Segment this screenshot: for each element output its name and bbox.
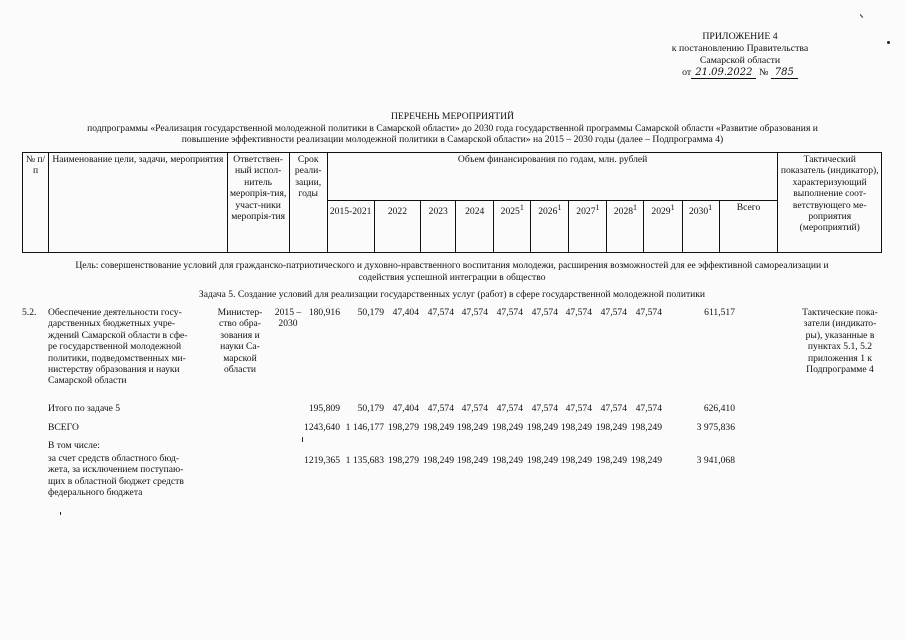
activity-value: 611,517 [704,307,735,318]
activity-value: 47,574 [427,307,454,318]
year-col-5: 2025$^1$ [494,201,531,253]
goal-line-1: Цель: совершенствование условий для гражданско-патриотического и духовно-нравственного воспитания молодежи, расширения возможностей для ее эффективной самореализации и [75,260,829,271]
document-subtitle-2: повышение эффективности реализации молодежной политики в Самарской области» на 2015 – 2030 годы (далее – Подпрограмма 4) [181,134,724,145]
total-all-value: 3 975,836 [696,422,735,433]
year-col-3: 2023 [421,201,456,253]
total-all-label: ВСЕГО [48,422,79,433]
activity-term: 2015 – 2030 [274,307,302,330]
total-all-value: 198,249 [456,422,488,433]
total-all-value: 198,279 [387,422,419,433]
total-all-value: 198,249 [595,422,627,433]
total-task-value: 195,809 [308,403,340,414]
year-col-4: 2024 [456,201,494,253]
header-table [22,152,882,253]
scan-speck [302,437,303,442]
total-all-value: 198,249 [560,422,592,433]
activity-value: 47,404 [392,307,419,318]
year-col-total: Всего [719,201,778,253]
activity-num: 5.2. [22,307,37,318]
total-task-value: 50,179 [357,403,384,414]
date-prefix: от [682,67,692,78]
header-num: № п/п [23,153,49,253]
appendix-date-line [590,67,890,79]
regional-value: 198,249 [595,455,627,466]
total-task-value: 47,574 [635,403,662,414]
scan-speck [860,14,863,18]
header-responsible: Ответствен-ный испол-нитель меропрія-тия, участ-ники меропрія-тия [227,153,289,253]
regional-value: 198,249 [491,455,523,466]
activity-responsible: Министер- ство обра- зования и науки Са- марской области [217,307,263,376]
regional-value: 198,249 [456,455,488,466]
document-subtitle-1: подпрограммы «Реализация государственной молодежной политики в Самарской области» до 2030 года государственной программы Самарской области «Развитие образования и [87,123,818,134]
regional-value: 1 135,683 [345,455,384,466]
year-col-10: 2030$^1$ [682,201,719,253]
regional-value: 198,249 [630,455,662,466]
total-all-value: 1 146,177 [345,422,384,433]
task-heading: Задача 5. Создание условий для реализации государственных услуг (работ) в сфере государственной молодежной политики [198,289,706,300]
total-task-value: 47,574 [600,403,627,414]
handwritten-number: 785 [771,67,798,79]
appendix-block [590,31,890,79]
year-col-7: 2027$^1$ [569,201,607,253]
activity-value: 47,574 [565,307,592,318]
total-all-value: 198,249 [630,422,662,433]
regional-value: 198,249 [526,455,558,466]
regional-label: за счет средств областного бюд- жета, за исключением поступаю- щих в областной бюджет средств федерального бюджета [48,453,184,499]
activity-value: 180,916 [308,307,340,318]
activity-value: 47,574 [461,307,488,318]
regional-value: 198,279 [387,455,419,466]
activity-value: 47,574 [635,307,662,318]
total-task-value: 626,410 [703,403,735,414]
handwritten-date: 21.09.2022 [691,67,756,79]
activity-value: 47,574 [600,307,627,318]
total-task-value: 47,404 [392,403,419,414]
total-task-value: 47,574 [531,403,558,414]
year-col-8: 2028$^1$ [607,201,644,253]
total-task-value: 47,574 [461,403,488,414]
total-task-value: 47,574 [427,403,454,414]
year-col-6: 2026$^1$ [531,201,569,253]
total-task-value: 47,574 [565,403,592,414]
appendix-title: ПРИЛОЖЕНИЕ 4 [702,31,778,42]
year-col-9: 2029$^1$ [644,201,682,253]
activity-value: 47,574 [531,307,558,318]
number-prefix: № [758,67,769,78]
total-task-label: Итого по задаче 5 [48,403,121,414]
document-title: ПЕРЕЧЕНЬ МЕРОПРИЯТИЙ [391,111,514,122]
scan-speck [887,41,890,44]
appendix-line3: Самарской области [699,55,781,66]
activity-indicator: Тактические пока- затели (индикато- ры), указанные в пунктах 5.1, 5.2 приложения 1 к Подпрограмме 4 [802,307,878,376]
activity-value: 50,179 [357,307,384,318]
total-all-value: 198,249 [526,422,558,433]
regional-value: 3 941,068 [696,455,735,466]
header-indicator: Тактический показатель (индикатор), характеризующий выполнение соот-ветствующего ме-роприятия (мероприятий) [778,153,882,253]
goal-line-2: содействия успешной интеграции в общество [358,272,546,283]
activity-value: 47,574 [496,307,523,318]
year-col-1: 2015-2021 [327,201,374,253]
year-col-2: 2022 [374,201,421,253]
regional-value: 198,249 [560,455,592,466]
header-financing: Объем финансирования по годам, млн. рублей [327,153,778,201]
regional-value: 198,249 [422,455,454,466]
total-all-value: 198,249 [422,422,454,433]
total-all-value: 1243,640 [304,422,340,433]
total-task-value: 47,574 [496,403,523,414]
appendix-line2: к постановлению Правительства [671,43,809,54]
activity-name: Обеспечение деятельности госу- дарственных бюджетных учре- ждений Самарской области в сфе- ре государственной молодежной политики, подведомственных ми- нистерству образования и науки Самарской области [48,307,188,387]
header-term: Срок реали-зации, годы [289,153,327,253]
including-label: В том числе: [48,440,100,451]
regional-value: 1219,365 [304,455,340,466]
header-name: Наименование цели, задачи, мероприятия [49,153,228,253]
scan-speck [60,512,61,515]
total-all-value: 198,249 [491,422,523,433]
